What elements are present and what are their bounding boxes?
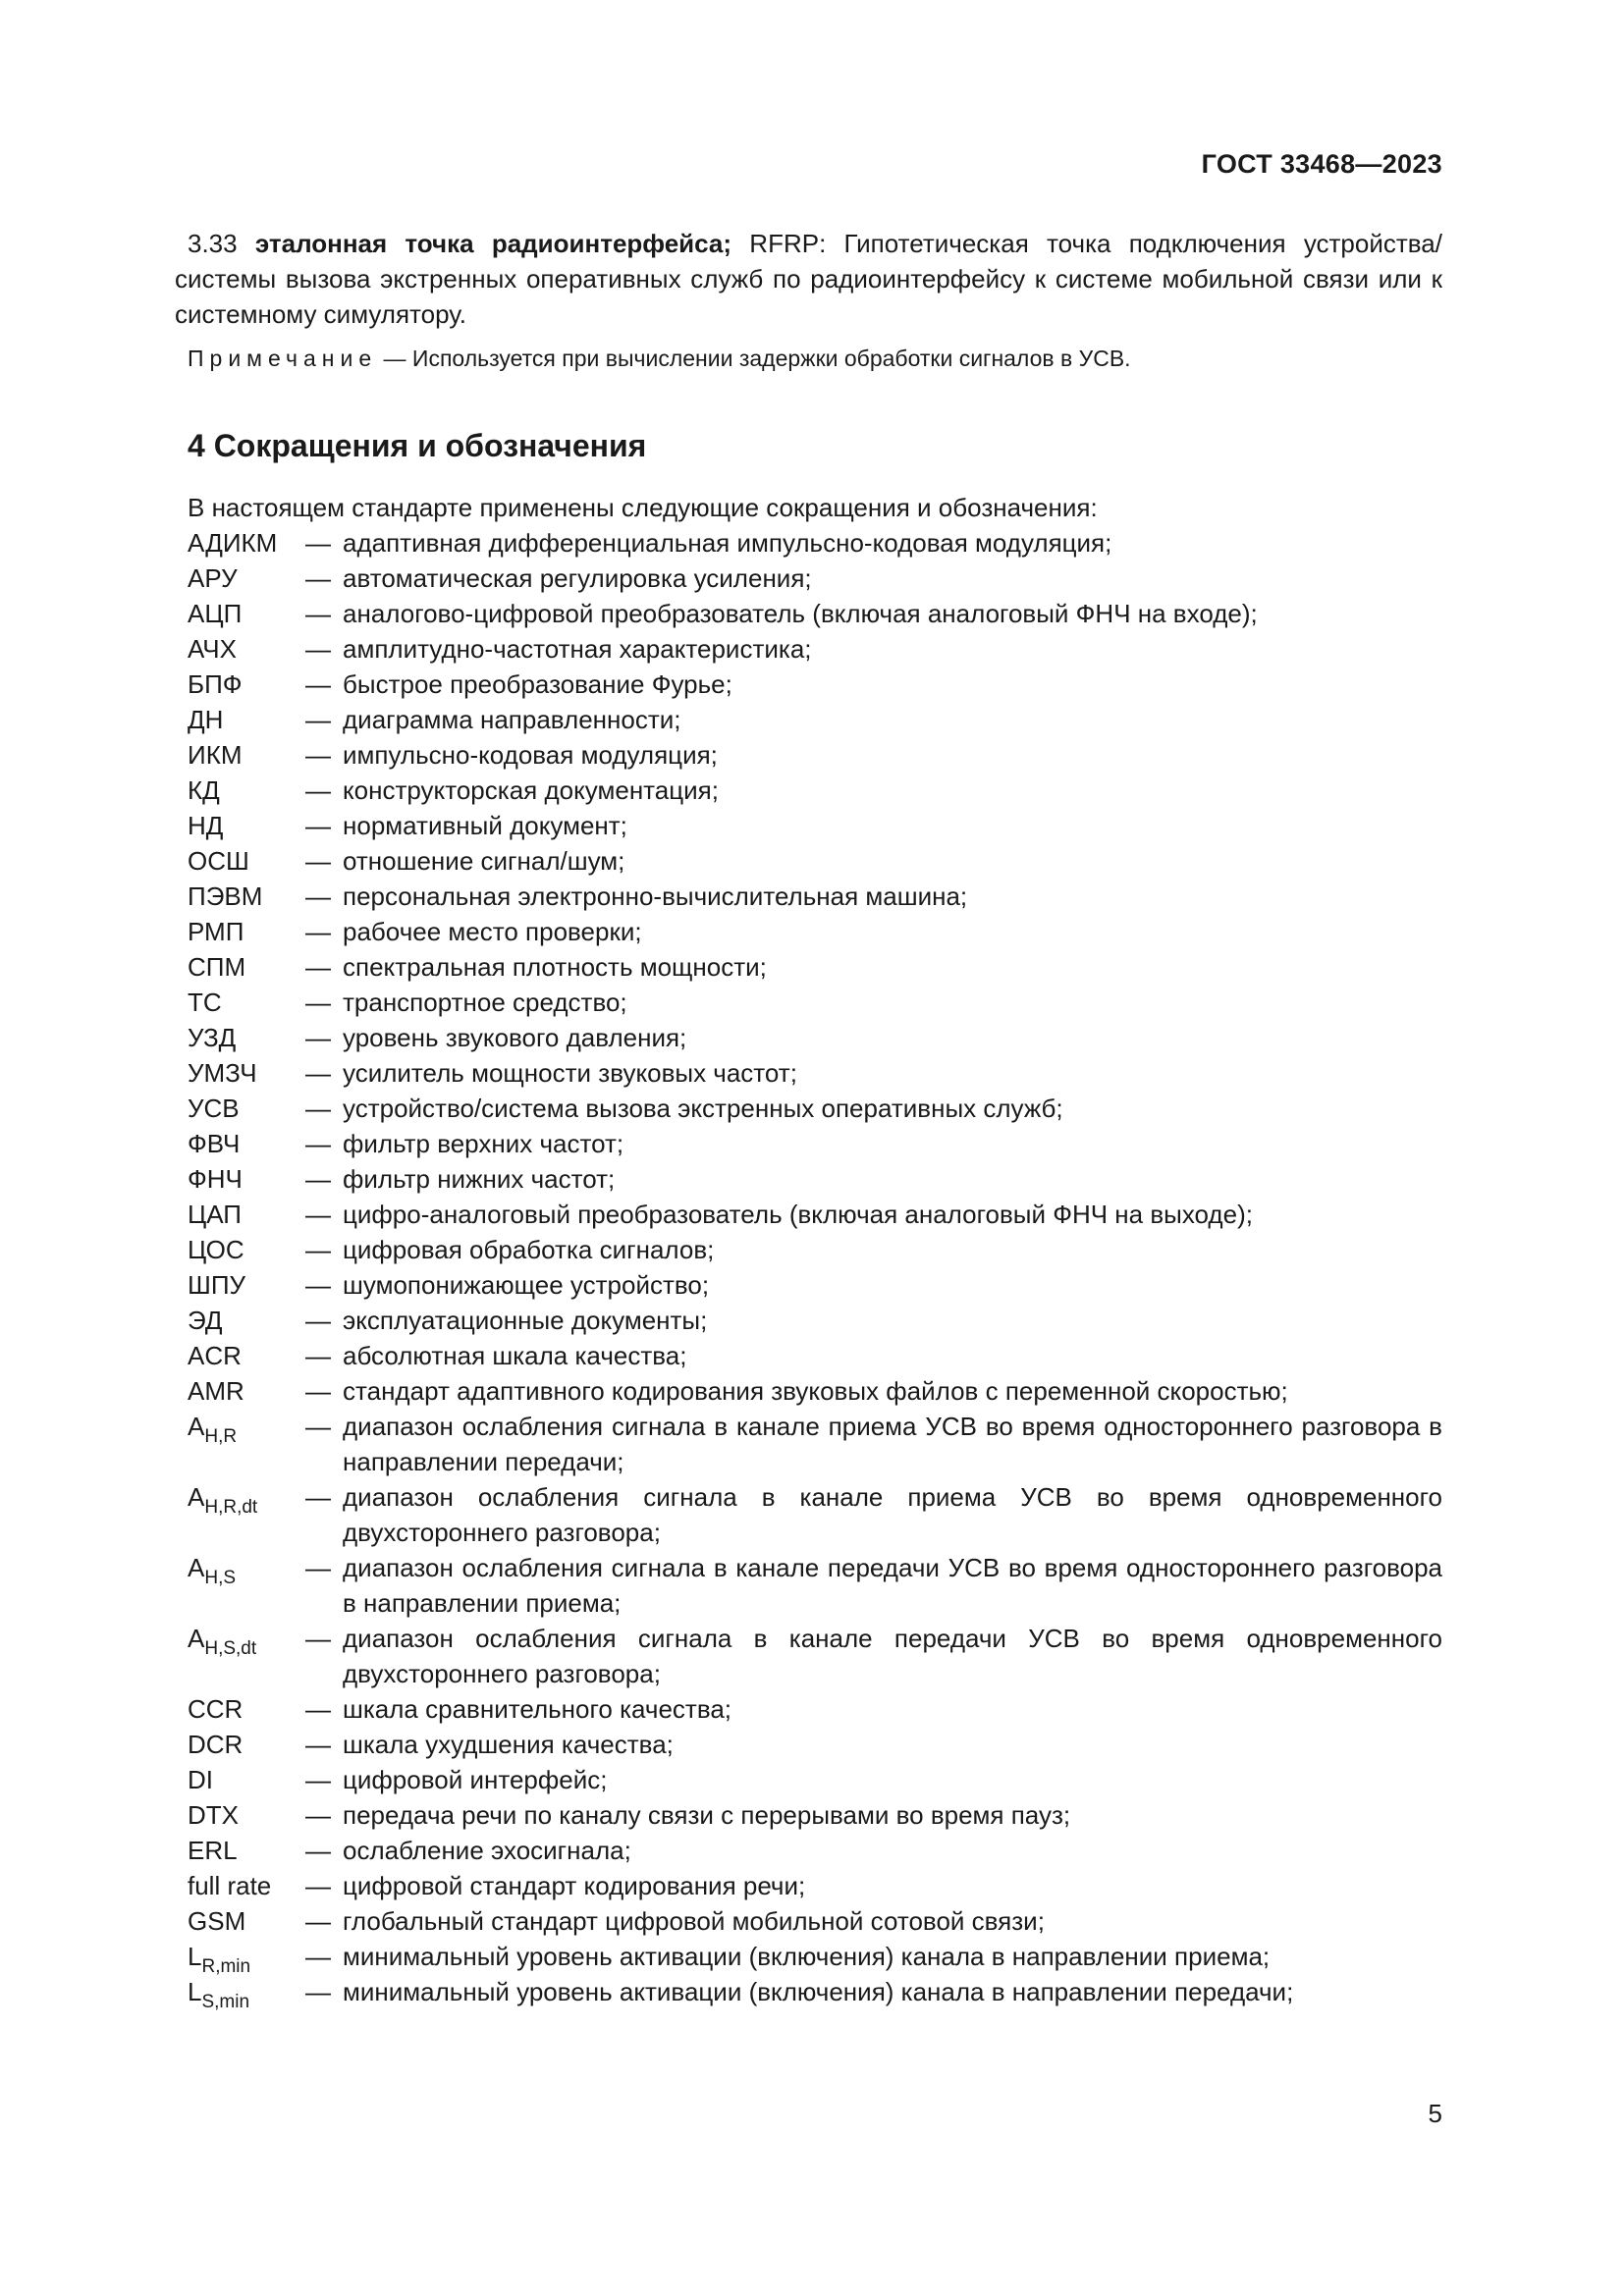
abbreviation-row xyxy=(188,949,1442,985)
abbreviation-dash: — xyxy=(305,740,331,770)
term-note xyxy=(188,344,1442,373)
abbreviation-dash: — xyxy=(305,1235,331,1264)
abbreviation-dash: — xyxy=(305,705,331,734)
abbreviation-term: CCR xyxy=(188,1694,244,1724)
abbreviation-term: АДИКМ xyxy=(188,528,278,558)
term-number: 3.33 xyxy=(188,229,238,258)
abbreviation-dash: — xyxy=(305,1624,331,1653)
abbreviation-row xyxy=(188,879,1442,914)
abbreviation-term: СПМ xyxy=(188,952,246,982)
abbreviation-definition: диапазон ослабления сигнала в канале передачи УСВ во время одностороннего разговора в направлении приема; xyxy=(343,1553,1442,1618)
abbreviation-term: УСВ xyxy=(188,1094,240,1123)
abbreviation-dash: — xyxy=(305,1836,331,1865)
abbreviation-row xyxy=(188,702,1442,737)
abbreviation-row xyxy=(188,1903,1442,1939)
abbreviation-row xyxy=(188,1232,1442,1267)
abbreviation-definition: цифровой интерфейс; xyxy=(343,1765,608,1794)
abbreviation-row xyxy=(188,1303,1442,1338)
abbreviation-dash: — xyxy=(305,669,331,699)
abbreviation-definition: аналогово-цифровой преобразователь (включая аналоговый ФНЧ на входе); xyxy=(343,599,1258,628)
term-definition-3-33 xyxy=(175,226,1442,332)
abbreviation-definition: цифро-аналоговый преобразователь (включая аналоговый ФНЧ на выходе); xyxy=(343,1200,1253,1229)
abbreviation-term: УЗД xyxy=(188,1023,237,1052)
abbreviation-term: АЦП xyxy=(188,599,243,628)
abbreviation-definition: ослабление эхосигнала; xyxy=(343,1836,631,1865)
abbreviation-row xyxy=(188,1797,1442,1833)
abbreviation-term: АРУ xyxy=(188,563,238,593)
abbreviation-dash: — xyxy=(305,1270,331,1300)
abbreviation-definition: устройство/система вызова экстренных оперативных служб; xyxy=(343,1094,1063,1123)
abbreviation-row xyxy=(188,1868,1442,1903)
abbreviation-dash: — xyxy=(305,634,331,664)
abbreviation-term: ТС xyxy=(188,988,222,1017)
abbreviation-definition: персональная электронно-вычислительная машина; xyxy=(343,881,968,911)
abbreviation-subscript: H,R xyxy=(204,1426,238,1447)
abbreviation-dash: — xyxy=(305,1800,331,1830)
abbreviation-dash: — xyxy=(305,1376,331,1406)
abbreviation-dash: — xyxy=(305,1129,331,1158)
abbreviation-dash: — xyxy=(305,1200,331,1229)
abbreviation-row xyxy=(188,631,1442,667)
abbreviation-term: КД xyxy=(188,775,220,805)
abbreviation-definition: эксплуатационные документы; xyxy=(343,1306,708,1335)
abbreviation-row xyxy=(188,1691,1442,1727)
abbreviation-term: DTX xyxy=(188,1800,239,1830)
term-name: эталонная точка радиоинтерфейса; xyxy=(254,229,732,258)
abbreviation-dash: — xyxy=(305,881,331,911)
abbreviation-dash: — xyxy=(305,988,331,1017)
abbreviation-definition: шумопонижающее устройство; xyxy=(343,1270,710,1300)
abbreviation-subscript: H,S,dt xyxy=(204,1638,257,1659)
abbreviation-definition: отношение сигнал/шум; xyxy=(343,846,625,876)
abbreviation-definition: диапазон ослабления сигнала в канале передачи УСВ во время одновременного двухстороннего разговора; xyxy=(343,1624,1442,1688)
abbreviation-term: ФВЧ xyxy=(188,1129,241,1158)
abbreviation-dash: — xyxy=(305,1977,331,2006)
abbreviation-dash: — xyxy=(305,1306,331,1335)
abbreviation-definition: нормативный документ; xyxy=(343,811,627,840)
abbreviation-term: full rate xyxy=(188,1871,272,1900)
abbreviation-definition: абсолютная шкала качества; xyxy=(343,1341,687,1370)
note-label: Примечание xyxy=(188,346,378,371)
abbreviation-dash: — xyxy=(305,599,331,628)
abbreviation-dash: — xyxy=(305,1906,331,1936)
abbreviation-subscript: H,S xyxy=(204,1568,237,1588)
abbreviation-row xyxy=(188,1055,1442,1091)
abbreviation-term: $A_{H,S}$ xyxy=(188,1553,237,1588)
abbreviation-dash: — xyxy=(305,1765,331,1794)
abbreviation-definition: автоматическая регулировка усиления; xyxy=(343,563,812,593)
abbreviation-definition: рабочее место проверки; xyxy=(343,917,642,946)
abbreviation-row xyxy=(188,914,1442,949)
abbreviation-definition: шкала сравнительного качества; xyxy=(343,1694,732,1724)
abbreviation-row xyxy=(188,808,1442,843)
abbreviation-row xyxy=(188,1161,1442,1197)
abbreviation-term: ERL xyxy=(188,1836,238,1865)
abbreviation-term: ПЭВМ xyxy=(188,881,263,911)
abbreviation-term: AMR xyxy=(188,1376,244,1406)
abbreviation-dash: — xyxy=(305,1412,331,1441)
abbreviation-dash: — xyxy=(305,1094,331,1123)
abbreviation-definition: уровень звукового давления; xyxy=(343,1023,687,1052)
abbreviation-dash: — xyxy=(305,1482,331,1512)
abbreviation-definition: фильтр нижних частот; xyxy=(343,1164,616,1194)
abbreviation-definition: диаграмма направленности; xyxy=(343,705,681,734)
abbreviation-term: ACR xyxy=(188,1341,242,1370)
abbreviation-subscript: H,R,dt xyxy=(204,1497,258,1518)
abbreviation-definition: быстрое преобразование Фурье; xyxy=(343,669,732,699)
abbreviation-row xyxy=(188,1338,1442,1373)
abbreviation-term: БПФ xyxy=(188,669,243,699)
abbreviation-term: ЭД xyxy=(188,1306,223,1335)
abbreviation-row xyxy=(188,1550,1442,1621)
abbreviation-term: РМП xyxy=(188,917,244,946)
abbreviation-definition: стандарт адаптивного кодирования звуковых файлов с переменной скоростью; xyxy=(343,1376,1288,1406)
abbreviation-row xyxy=(188,1373,1442,1409)
abbreviation-row xyxy=(188,843,1442,879)
abbreviation-definition: адаптивная дифференциальная импульсно-кодовая модуляция; xyxy=(343,528,1112,558)
abbreviation-dash: — xyxy=(305,1023,331,1052)
abbreviation-definition: диапазон ослабления сигнала в канале приема УСВ во время одностороннего разговора в направлении передачи; xyxy=(343,1412,1442,1476)
abbreviation-definition: передача речи по каналу связи с перерывами во время пауз; xyxy=(343,1800,1071,1830)
abbreviation-definition: фильтр верхних частот; xyxy=(343,1129,624,1158)
abbreviation-row xyxy=(188,596,1442,631)
abbreviation-row xyxy=(188,1621,1442,1691)
page-number: 5 xyxy=(1428,2099,1442,2128)
abbreviation-term: ИКМ xyxy=(188,740,243,770)
abbreviation-term: $L_{R,min}$ xyxy=(188,1942,251,1977)
abbreviation-row xyxy=(188,1267,1442,1303)
abbreviation-row xyxy=(188,985,1442,1020)
abbreviation-subscript: R,min xyxy=(201,1956,251,1977)
abbreviation-row xyxy=(188,1974,1442,2012)
abbreviation-row xyxy=(188,561,1442,596)
abbreviation-dash: — xyxy=(305,563,331,593)
abbreviation-term: $A_{H,S,dt}$ xyxy=(188,1624,257,1659)
abbreviation-row xyxy=(188,1939,1442,1977)
abbreviation-row xyxy=(188,1126,1442,1161)
abbreviation-term: DI xyxy=(188,1765,213,1794)
note-text: — Используется при вычислении задержки обработки сигналов в УСВ. xyxy=(383,346,1131,371)
abbreviation-term: DCR xyxy=(188,1730,244,1759)
abbreviation-definition: усилитель мощности звуковых частот; xyxy=(343,1058,797,1088)
abbreviation-definition: спектральная плотность мощности; xyxy=(343,952,767,982)
abbreviation-term: УМЗЧ xyxy=(188,1058,257,1088)
abbreviation-dash: — xyxy=(305,1730,331,1759)
abbreviation-row xyxy=(188,1197,1442,1232)
abbreviation-dash: — xyxy=(305,811,331,840)
abbreviation-row xyxy=(188,1409,1442,1479)
abbreviation-definition: глобальный стандарт цифровой мобильной сотовой связи; xyxy=(343,1906,1045,1936)
abbreviation-dash: — xyxy=(305,917,331,946)
abbreviation-row xyxy=(188,667,1442,702)
abbreviation-row xyxy=(188,1020,1442,1055)
abbreviation-term: ДН xyxy=(188,705,224,734)
abbreviation-row xyxy=(188,1727,1442,1762)
abbreviation-row xyxy=(188,525,1442,561)
abbreviation-definition: минимальный уровень активации (включения) канала в направлении передачи; xyxy=(343,1977,1294,2006)
abbreviation-definition: конструкторская документация; xyxy=(343,775,719,805)
abbreviation-dash: — xyxy=(305,1164,331,1194)
abbreviation-term: $A_{H,R,dt}$ xyxy=(188,1482,258,1518)
abbreviation-dash: — xyxy=(305,775,331,805)
abbreviation-term: АЧХ xyxy=(188,634,237,664)
abbreviation-subscript: S,min xyxy=(201,1992,250,2012)
abbreviation-term: ФНЧ xyxy=(188,1164,243,1194)
document-code-header: ГОСТ 33468—2023 xyxy=(1201,149,1442,179)
section-intro: В настоящем стандарте применены следующие сокращения и обозначения: xyxy=(188,493,1098,522)
abbreviation-term: $A_{H,R}$ xyxy=(188,1412,238,1447)
abbreviation-term: НД xyxy=(188,811,224,840)
abbreviation-row xyxy=(188,1091,1442,1126)
abbreviation-dash: — xyxy=(305,1058,331,1088)
abbreviation-dash: — xyxy=(305,1942,331,1971)
abbreviation-definition: шкала ухудшения качества; xyxy=(343,1730,674,1759)
abbreviation-definition: цифровая обработка сигналов; xyxy=(343,1235,715,1264)
abbreviation-dash: — xyxy=(305,1341,331,1370)
abbreviation-row xyxy=(188,1479,1442,1550)
abbreviation-row xyxy=(188,1833,1442,1868)
abbreviation-term: ОСШ xyxy=(188,846,249,876)
abbreviation-definition: диапазон ослабления сигнала в канале приема УСВ во время одновременного двухстороннего разговора; xyxy=(343,1482,1442,1547)
abbreviation-term: ЦАП xyxy=(188,1200,242,1229)
section-title: 4 Сокращения и обозначения xyxy=(188,428,647,463)
abbreviation-definition: транспортное средство; xyxy=(343,988,627,1017)
abbreviation-row xyxy=(188,773,1442,808)
abbreviation-dash: — xyxy=(305,528,331,558)
abbreviation-definition: амплитудно-частотная характеристика; xyxy=(343,634,812,664)
abbreviation-dash: — xyxy=(305,1871,331,1900)
abbreviation-dash: — xyxy=(305,1553,331,1582)
abbreviation-definition: цифровой стандарт кодирования речи; xyxy=(343,1871,806,1900)
abbreviation-list xyxy=(188,525,1442,2012)
abbreviation-definition: импульсно-кодовая модуляция; xyxy=(343,740,718,770)
abbreviation-dash: — xyxy=(305,952,331,982)
abbreviation-row xyxy=(188,1762,1442,1797)
abbreviation-term: $L_{S,min}$ xyxy=(188,1977,250,2012)
abbreviation-term: ЦОС xyxy=(188,1235,244,1264)
abbreviation-definition: минимальный уровень активации (включения) канала в направлении приема; xyxy=(343,1942,1271,1971)
term-definition: RFRP: Гипотетическая точка подключения устройства/системы вызова экстренных оперативных служб по радиоинтерфейсу к системе мобильной связи или к системному симулятору. xyxy=(175,229,1442,329)
abbreviation-term: ШПУ xyxy=(188,1270,246,1300)
abbreviation-row xyxy=(188,737,1442,773)
abbreviation-dash: — xyxy=(305,846,331,876)
abbreviation-dash: — xyxy=(305,1694,331,1724)
abbreviation-term: GSM xyxy=(188,1906,246,1936)
